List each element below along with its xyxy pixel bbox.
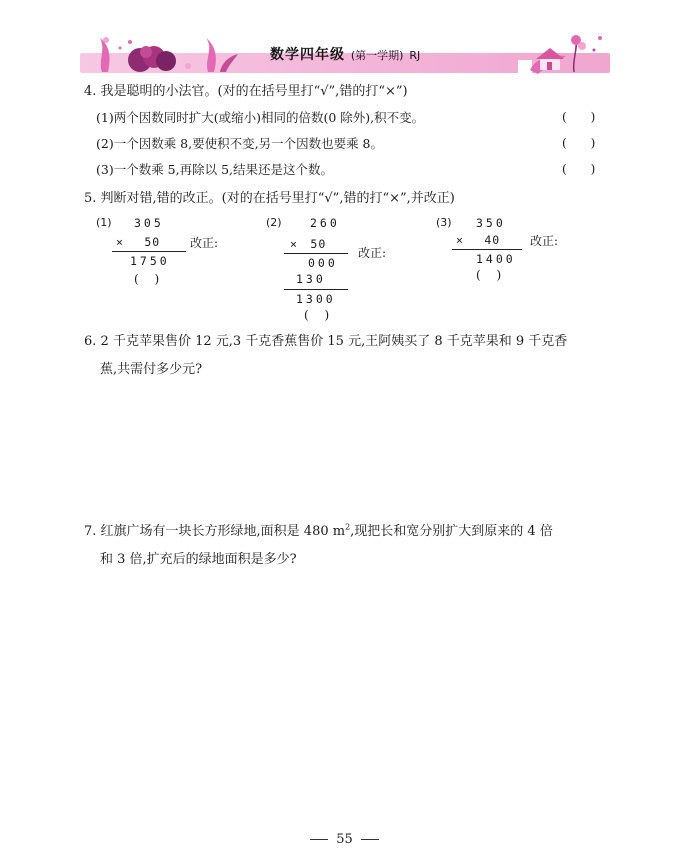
calc-2-line-2 [284, 289, 348, 290]
calc-1-multiplicand: 305 [134, 216, 164, 230]
calc-2-line-1 [284, 253, 348, 254]
house-decoration-right-icon [510, 30, 620, 74]
question-7-text-a: 7. 红旗广场有一块长方形绿地,面积是 480 m [84, 524, 346, 539]
calc-3-label: (3) [436, 216, 452, 229]
calc-1-line [112, 251, 186, 252]
book-edition: RJ [409, 49, 421, 62]
calc-3-fix-label: 改正: [530, 234, 559, 248]
calc-2-fix-label: 改正: [358, 246, 387, 260]
calc-3-multiplier: × 40 [456, 233, 501, 247]
calc-2-partial-2: 130 [296, 272, 326, 286]
calc-3-paren[interactable]: ( ) [476, 268, 502, 282]
flower-decoration-left-icon [88, 30, 248, 74]
calc-2-result: 1300 [296, 292, 336, 306]
calc-2-label: (2) [266, 216, 282, 229]
question-7-superscript: 2 [345, 522, 351, 532]
calc-1-fix-label: 改正: [190, 236, 219, 250]
book-term: (第一学期) [350, 49, 404, 62]
calc-3-result: 1400 [476, 252, 516, 266]
calc-2-paren[interactable]: ( ) [304, 308, 330, 322]
question-4-item-2: (2)一个因数乘 8,要使积不变,另一个因数也要乘 8。 [96, 136, 384, 151]
question-6-line-2: 蕉,共需付多少元? [100, 362, 203, 377]
question-7-line-1 [84, 520, 553, 539]
calc-1-paren[interactable]: ( ) [134, 272, 160, 286]
calc-3-line [452, 249, 522, 250]
page-footer [0, 832, 689, 847]
calc-2-partial-1: 000 [308, 256, 338, 270]
question-4-title: 4. 我是聪明的小法官。(对的在括号里打“√”,错的打“×”) [84, 84, 408, 99]
answer-paren-4-2[interactable]: ( ) [562, 136, 596, 150]
book-title: 数学四年级 [270, 47, 345, 63]
footer-dash-left [310, 839, 328, 840]
answer-paren-4-1[interactable]: ( ) [562, 110, 596, 124]
header-title [270, 44, 420, 64]
page-header [80, 30, 610, 74]
calc-1-result: 1750 [130, 254, 170, 268]
calc-2-multiplicand: 260 [310, 216, 340, 230]
calc-1-label: (1) [96, 216, 112, 229]
question-7-text-b: ,现把长和宽分别扩大到原来的 4 倍 [350, 524, 553, 539]
answer-paren-4-3[interactable]: ( ) [562, 162, 596, 176]
question-6-line-1: 6. 2 千克苹果售价 12 元,3 千克香蕉售价 15 元,王阿姨买了 8 千克苹果和 9 千克香 [84, 334, 568, 349]
question-7-line-2: 和 3 倍,扩充后的绿地面积是多少? [100, 552, 297, 567]
question-4-item-1: (1)两个因数同时扩大(或缩小)相同的倍数(0 除外),积不变。 [96, 110, 425, 125]
question-4-item-3: (3)一个数乘 5,再除以 5,结果还是这个数。 [96, 162, 334, 177]
page-number: 55 [336, 832, 353, 847]
question-5-title: 5. 判断对错,错的改正。(对的在括号里打“√”,错的打“×”,并改正) [84, 191, 455, 206]
calc-2-multiplier: × 50 [290, 237, 327, 251]
calc-1-multiplier: × 50 [116, 235, 161, 249]
footer-dash-right [361, 839, 379, 840]
calc-3-multiplicand: 350 [476, 216, 506, 230]
